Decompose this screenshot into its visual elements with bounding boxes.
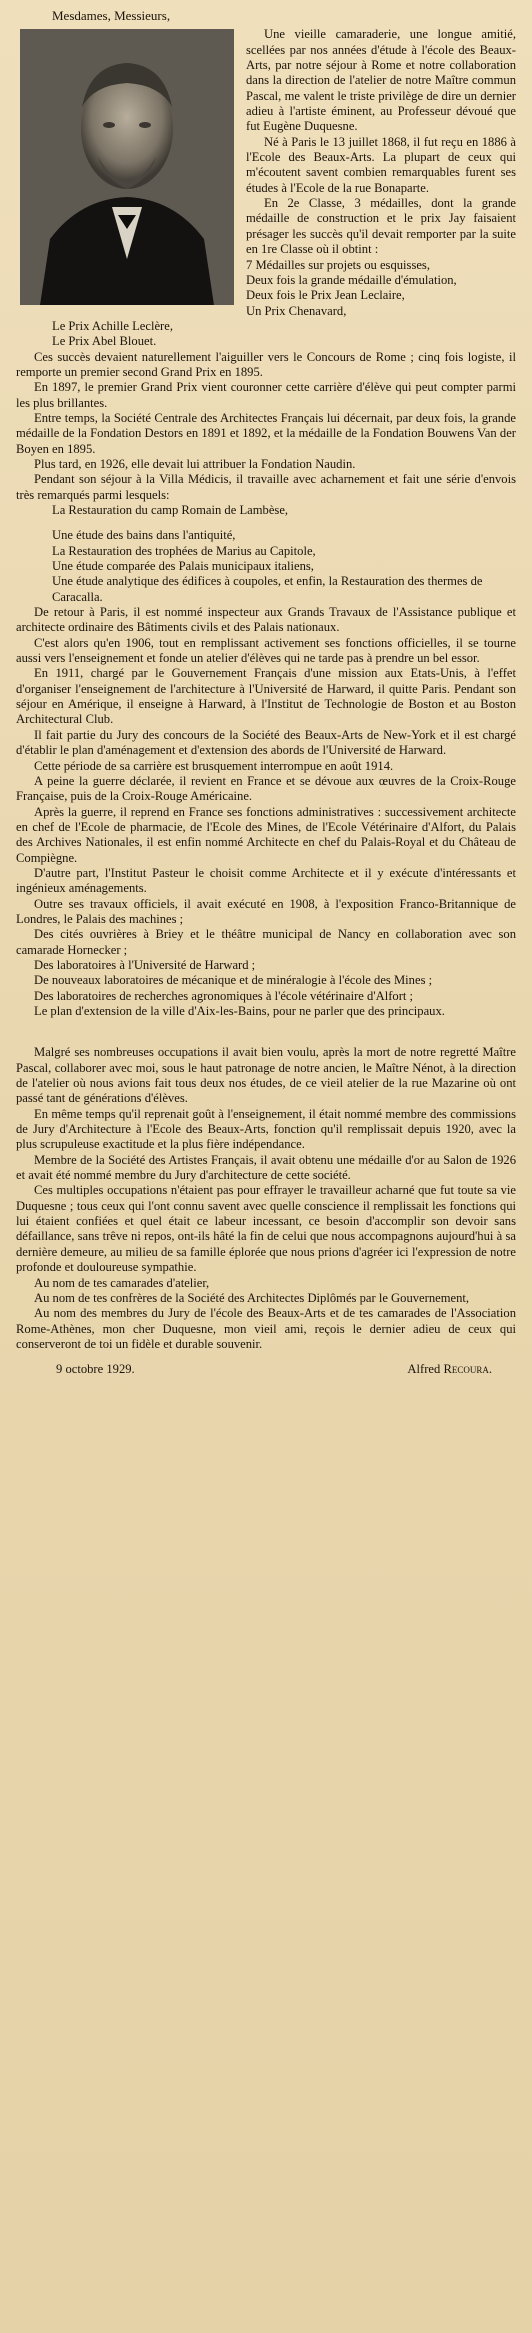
signature-last-name: Recoura. [443, 1362, 492, 1377]
later-paragraph-1: De retour à Paris, il est nommé inspecteur aux Grands Travaux de l'Assistance publique et architecte ordinaire des Bâtiments civils et des Palais nationaux. [16, 605, 516, 635]
career-paragraph-2: En 1897, le premier Grand Prix vient couronner cette carrière d'élève qui peut compter parmi les plus brillantes. [16, 380, 516, 410]
salutation: Mesdames, Messieurs, [52, 8, 171, 23]
career-paragraph-1: Ces succès devaient naturellement l'aiguiller vers le Concours de Rome ; cinq fois logiste, il remporte un premier second Grand Prix en 1895. [16, 349, 516, 379]
teaching-paragraph-4: Ces multiples occupations n'étaient pas pour effrayer le travailleur acharné que fut toute sa vie Duquesne ; tous ceux qui l'ont connu savent avec quelle conscience il remplissait les fonctions qui lui étaient confiées et quel était ce labeur incessant, ce besoin d'accomplir son devoir sans défaillance, sans trêve ni repos, ont-ils hâté la fin de celui que nous accompagnons aujourd'hui à sa dernière demeure, au milieu de sa famille éplorée que nous prions d'agréer ici l'expression de notre profonde et douloureuse sympathie. [16, 1183, 516, 1275]
career-paragraph-4: Plus tard, en 1926, elle devait lui attribuer la Fondation Naudin. [34, 456, 356, 471]
award-item: Le Prix Achille Leclère, [52, 318, 173, 333]
portrait-photo-icon [20, 29, 234, 305]
award-item: 7 Médailles sur projets ou esquisses, [246, 257, 430, 272]
later-paragraph-5: Cette période de sa carrière est brusquement interrompue en août 1914. [34, 758, 394, 773]
document-footer [16, 1362, 516, 1377]
later-paragraph-4: Il fait partie du Jury des concours de la Société des Beaux-Arts de New-York et il est chargé d'établir le plan d'aménagement et d'extension des abords de l'Université de Harward. [16, 727, 516, 758]
career-paragraph-3: Entre temps, la Société Centrale des Architectes Français lui décernait, par deux fois, la grande médaille de la Fondation Destors en 1891 et 1892, et la médaille de la Fondation Bouwens Van der Boyen en 1895. [16, 410, 516, 456]
teaching-paragraph-7: Au nom des membres du Jury de l'école des Beaux-Arts et de tes camarades de l'Association Rome-Athènes, mon cher Duquesne, mon vieil ami, reçois le dernier adieu de ceux qui conserveront de toi un fidèle et durable souvenir. [16, 1306, 516, 1351]
teaching-paragraph-2: En même temps qu'il reprenait goût à l'enseignement, il était nommé membre des commissions de Jury d'Architecture à l'Ecole des Beaux-Arts, fonction qu'il remplissait depuis 1920, avec la plus scrupuleuse exactitude et la plus fière indépendance. [16, 1106, 516, 1152]
award-item: Deux fois la grande médaille d'émulation, [246, 272, 457, 287]
teaching-paragraph-6: Au nom de tes confrères de la Société des Architectes Diplômés par le Gouvernement, [34, 1290, 470, 1305]
intro-paragraph-2: Né à Paris le 13 juillet 1868, il fut reçu en 1886 à l'Ecole des Beaux-Arts. La plupart de ceux qui m'écoutent savent combien remarquables furent ses études à l'Ecole de la rue Bonaparte. [246, 134, 516, 195]
list-spacer [52, 518, 516, 528]
section-gap [16, 1019, 516, 1045]
envoi-item: La Restauration des trophées de Marius au Capitole, [52, 543, 316, 558]
later-paragraph-13: Des laboratoires de recherches agronomiques à l'école vétérinaire d'Alfort ; [34, 988, 414, 1003]
award-item: Le Prix Abel Blouet. [52, 334, 157, 349]
envoi-item: Une étude analytique des édifices à coupoles, et enfin, la Restauration des thermes de Caracalla. [52, 574, 483, 604]
career-paragraph-5: Pendant son séjour à la Villa Médicis, il travaille avec acharnement et fait une série d'envois très remarqués parmi lesquels: [16, 472, 516, 502]
signature [407, 1362, 492, 1377]
portrait-photo [20, 29, 234, 305]
award-item: Un Prix Chenavard, [246, 303, 347, 318]
later-paragraph-6: A peine la guerre déclarée, il revient en France et se dévoue aux œuvres de la Croix-Rouge Française, puis de la Croix-Rouge Américaine. [16, 773, 516, 804]
envoi-item: La Restauration du camp Romain de Lambèse, [52, 503, 289, 517]
later-paragraph-10: Des cités ouvrières à Briey et le théâtre municipal de Nancy en collaboration avec son camarade Hornecker ; [16, 927, 516, 957]
later-paragraph-3: En 1911, chargé par le Gouvernement Français d'une mission aux Etats-Unis, à l'effet d'organiser l'enseignement de l'architecture à l'Université de Harward, il quitte Paris. Pendant son séjour en Amérique, il enseigne à Harward, à l'Institut de Technologie de Boston et au Boston Architectural Club. [16, 666, 516, 727]
intro-paragraph-3: En 2e Classe, 3 médailles, dont la grande médaille de construction et le prix Jay faisaient présager les succès qu'il devait remporter par la suite en 1re Classe où il obtint : [246, 196, 516, 257]
closing-date: 9 octobre 1929. [56, 1362, 135, 1377]
envoi-item: Une étude des bains dans l'antiquité, [52, 528, 236, 543]
later-paragraph-11: Des laboratoires à l'Université de Harward ; [34, 957, 256, 972]
later-paragraph-14: Le plan d'extension de la ville d'Aix-les-Bains, pour ne parler que des principaux. [34, 1004, 445, 1018]
teaching-paragraph-5: Au nom de tes camarades d'atelier, [34, 1275, 210, 1290]
envoi-item: Une étude comparée des Palais municipaux italiens, [52, 559, 314, 574]
teaching-paragraph-1: Malgré ses nombreuses occupations il avait bien voulu, après la mort de notre regretté Maître Pascal, collaborer avec moi, sous le haut patronage de notre ancien, le Maître Nénot, à la direction de l'atelier où nous avions fait tous deux nos études, de ce vieil atelier de la rue Mazarine où ont passé tant de générations d'élèves. [16, 1045, 516, 1106]
signature-first-name: Alfred [407, 1362, 441, 1377]
teaching-paragraph-3: Membre de la Société des Artistes Français, il avait obtenu une médaille d'or au Salon de 1926 et avait été nommé membre du Jury d'architecture de cette société. [16, 1152, 516, 1183]
envois-list [16, 503, 516, 605]
award-item: Deux fois le Prix Jean Leclaire, [246, 288, 405, 303]
later-paragraph-2: C'est alors qu'en 1906, tout en remplissant activement ses fonctions officielles, il se tourne aussi vers l'enseignement et fonde un atelier d'élèves qui ne tarde pas à prendre un bel essor. [16, 635, 516, 666]
later-paragraph-12: De nouveaux laboratoires de mécanique et de minéralogie à l'école des Mines ; [34, 973, 433, 988]
later-paragraph-9: Outre ses travaux officiels, il avait exécuté en 1908, à l'exposition Franco-Britannique de Londres, le Palais des machines ; [16, 896, 516, 926]
intro-paragraph-1: Une vieille camaraderie, une longue amitié, scellées par nos années d'étude à l'école des Beaux-Arts, par notre séjour à Rome et notre collaboration dans la direction de l'atelier de notre Maître commun Pascal, me valent le triste privilège de dire un dernier adieu à l'artiste éminent, au Professeur dévoué que fut Eugène Duquesne. [246, 27, 516, 134]
later-paragraph-7: Après la guerre, il reprend en France ses fonctions administratives : successivement architecte en chef de l'Ecole de pharmacie, de l'Ecole des Mines, de l'Ecole Vétérinaire d'Alfort, du Palais des Archives Nationales, il est enfin nommé Architecte en chef du Palais-Royal et du Château de Compiègne. [16, 804, 516, 865]
later-paragraph-8: D'autre part, l'Institut Pasteur le choisit comme Architecte et il y exécute d'intéressants et ingénieux aménagements. [16, 865, 516, 896]
